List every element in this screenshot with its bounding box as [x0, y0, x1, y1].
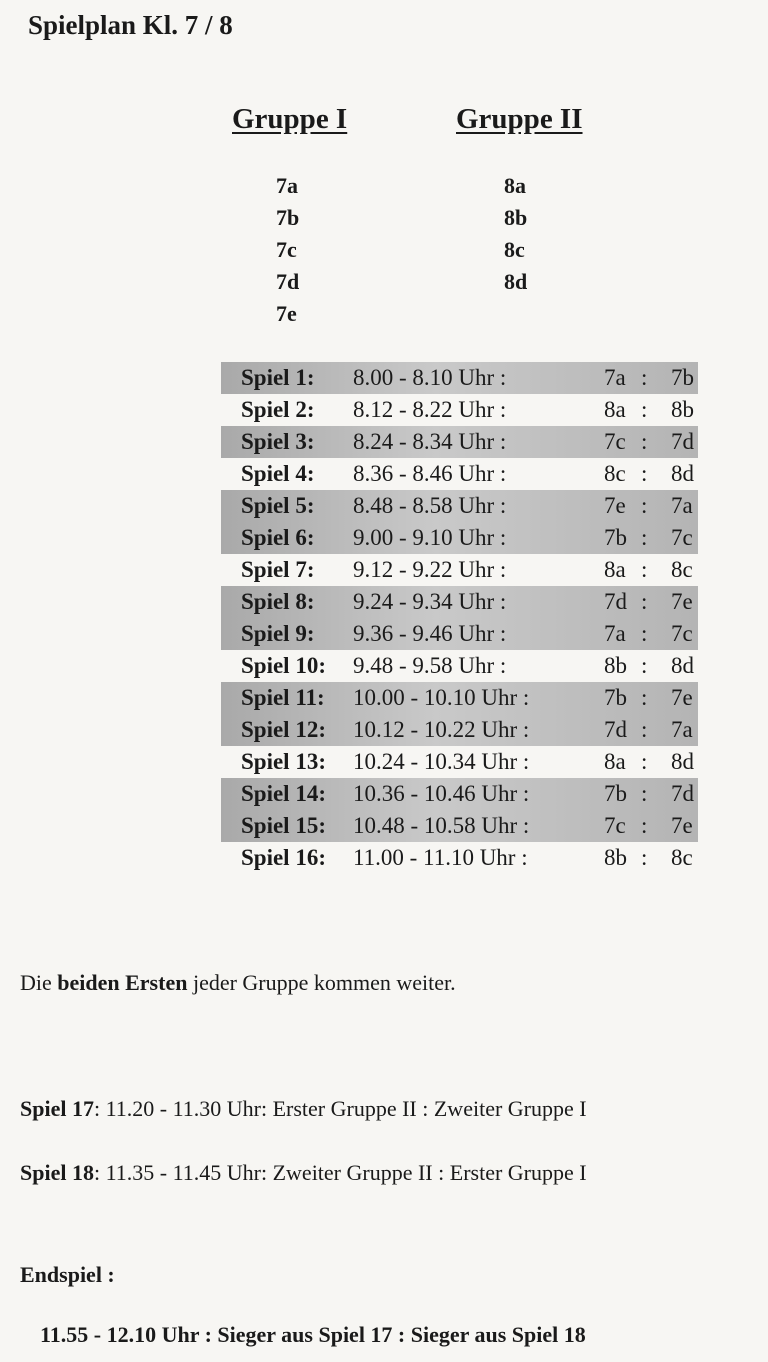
game-time: 8.12 - 8.22 Uhr :: [353, 397, 507, 422]
team-separator: :: [641, 685, 648, 710]
table-row: [221, 490, 698, 522]
team-home: 7d: [604, 589, 627, 614]
table-row: [221, 842, 698, 874]
game-time: 9.36 - 9.46 Uhr :: [353, 621, 507, 646]
page-title: Spielplan Kl. 7 / 8: [28, 10, 233, 40]
game-label: Spiel 13:: [241, 749, 326, 774]
team-home: 8c: [604, 461, 626, 486]
semifinal-label: Spiel 18: [20, 1160, 94, 1185]
semifinal-line: Spiel 17: 11.20 - 11.30 Uhr: Erster Gruppe II : Zweiter Gruppe I: [20, 1096, 587, 1121]
game-time: 8.48 - 8.58 Uhr :: [353, 493, 507, 518]
team-home: 7b: [604, 525, 627, 550]
table-row: [221, 682, 698, 714]
team-home: 7e: [604, 493, 626, 518]
team-home: 7b: [604, 781, 627, 806]
game-time: 9.24 - 9.34 Uhr :: [353, 589, 507, 614]
game-label: Spiel 14:: [241, 781, 326, 806]
team-away: 7e: [671, 813, 693, 838]
team-away: 7a: [671, 493, 693, 518]
table-row: [221, 586, 698, 618]
class-item: 7e: [276, 301, 297, 326]
game-time: 10.24 - 10.34 Uhr :: [353, 749, 530, 774]
team-away: 8d: [671, 461, 694, 486]
table-row: [221, 426, 698, 458]
semifinal-line: Spiel 18: 11.35 - 11.45 Uhr: Zweiter Gruppe II : Erster Gruppe I: [20, 1160, 587, 1185]
table-row: [221, 362, 698, 394]
table-row: [221, 394, 698, 426]
team-away: 7b: [671, 365, 694, 390]
final-line: 11.55 - 12.10 Uhr : Sieger aus Spiel 17 : Sieger aus Spiel 18: [40, 1322, 586, 1347]
game-label: Spiel 8:: [241, 589, 315, 614]
team-separator: :: [641, 653, 648, 678]
table-row: [221, 618, 698, 650]
team-away: 8c: [671, 845, 693, 870]
game-time: 10.00 - 10.10 Uhr :: [353, 685, 530, 710]
class-item: 8d: [504, 269, 528, 294]
table-row: [221, 810, 698, 842]
group-2-heading: Gruppe II: [456, 103, 583, 135]
class-item: 7b: [276, 205, 300, 230]
class-item: 8a: [504, 173, 526, 198]
team-separator: :: [641, 557, 648, 582]
game-label: Spiel 7:: [241, 557, 315, 582]
table-row: [221, 458, 698, 490]
team-home: 8b: [604, 845, 627, 870]
class-item: 8b: [504, 205, 528, 230]
game-time: 8.36 - 8.46 Uhr :: [353, 461, 507, 486]
semifinal-label: Spiel 17: [20, 1096, 94, 1121]
team-home: 7a: [604, 621, 626, 646]
team-away: 7d: [671, 781, 694, 806]
team-home: 7c: [604, 813, 626, 838]
class-item: 8c: [504, 237, 525, 262]
advancement-note: Die beiden Ersten jeder Gruppe kommen weiter.: [20, 970, 456, 995]
class-item: 7a: [276, 173, 298, 198]
game-time: 10.12 - 10.22 Uhr :: [353, 717, 530, 742]
game-time: 9.12 - 9.22 Uhr :: [353, 557, 507, 582]
game-time: 10.36 - 10.46 Uhr :: [353, 781, 530, 806]
group-1-heading: Gruppe I: [232, 103, 348, 135]
table-row: [221, 650, 698, 682]
table-row: [221, 714, 698, 746]
team-home: 8a: [604, 397, 626, 422]
game-time: 9.48 - 9.58 Uhr :: [353, 653, 507, 678]
team-separator: :: [641, 589, 648, 614]
team-separator: :: [641, 845, 648, 870]
game-label: Spiel 15:: [241, 813, 326, 838]
team-home: 8a: [604, 749, 626, 774]
team-away: 7d: [671, 429, 694, 454]
game-time: 11.00 - 11.10 Uhr :: [353, 845, 528, 870]
class-item: 7c: [276, 237, 297, 262]
team-home: 8a: [604, 557, 626, 582]
game-time: 8.24 - 8.34 Uhr :: [353, 429, 507, 454]
game-label: Spiel 5:: [241, 493, 315, 518]
game-label: Spiel 9:: [241, 621, 315, 646]
team-separator: :: [641, 749, 648, 774]
game-label: Spiel 4:: [241, 461, 315, 486]
final-heading: Endspiel :: [20, 1262, 115, 1287]
team-separator: :: [641, 621, 648, 646]
team-separator: :: [641, 493, 648, 518]
team-away: 8c: [671, 557, 693, 582]
team-separator: :: [641, 717, 648, 742]
game-label: Spiel 11:: [241, 685, 325, 710]
class-item: 7d: [276, 269, 300, 294]
team-home: 7c: [604, 429, 626, 454]
team-separator: :: [641, 365, 648, 390]
team-away: 8b: [671, 397, 694, 422]
game-time: 8.00 - 8.10 Uhr :: [353, 365, 507, 390]
team-away: 7c: [671, 621, 693, 646]
team-home: 8b: [604, 653, 627, 678]
game-label: Spiel 12:: [241, 717, 326, 742]
game-label: Spiel 16:: [241, 845, 326, 870]
team-separator: :: [641, 781, 648, 806]
team-separator: :: [641, 429, 648, 454]
team-home: 7d: [604, 717, 627, 742]
table-row: [221, 522, 698, 554]
team-away: 7e: [671, 589, 693, 614]
team-home: 7b: [604, 685, 627, 710]
team-separator: :: [641, 397, 648, 422]
game-schedule-table: [221, 362, 698, 874]
team-home: 7a: [604, 365, 626, 390]
game-time: 10.48 - 10.58 Uhr :: [353, 813, 530, 838]
team-separator: :: [641, 525, 648, 550]
table-row: [221, 554, 698, 586]
team-away: 7c: [671, 525, 693, 550]
game-label: Spiel 3:: [241, 429, 315, 454]
game-label: Spiel 6:: [241, 525, 315, 550]
team-away: 8d: [671, 749, 694, 774]
team-away: 8d: [671, 653, 694, 678]
game-label: Spiel 10:: [241, 653, 326, 678]
table-row: [221, 746, 698, 778]
group-2-class-list: [504, 170, 527, 298]
group-1-class-list: [276, 170, 299, 330]
team-away: 7a: [671, 717, 693, 742]
table-row: [221, 778, 698, 810]
game-time: 9.00 - 9.10 Uhr :: [353, 525, 507, 550]
team-separator: :: [641, 813, 648, 838]
game-label: Spiel 1:: [241, 365, 315, 390]
game-label: Spiel 2:: [241, 397, 315, 422]
note-emphasis: beiden Ersten: [57, 970, 188, 995]
team-separator: :: [641, 461, 648, 486]
team-away: 7e: [671, 685, 693, 710]
